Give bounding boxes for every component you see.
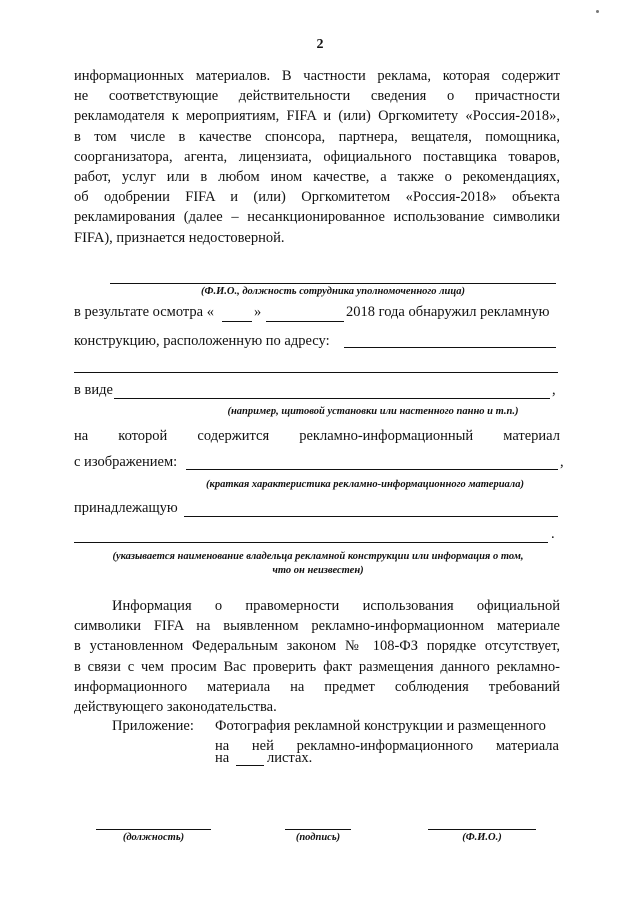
intro-line: соорганизатора, агента, лицензиата, официального поставщика товаров, — [74, 148, 560, 165]
signature-fio-line[interactable] — [428, 829, 536, 830]
attachment-label: Приложение: — [112, 718, 194, 734]
request-line: информационного материала на предмет соблюдения требований — [74, 678, 560, 695]
image-blank-line[interactable] — [186, 469, 558, 470]
intro-line: работ, услуг или в любом ином качестве, а также о рекомендациях, — [74, 169, 560, 186]
intro-line: рекламирования (далее – несанкционированное использование символики — [74, 209, 560, 226]
owner-trailing-period: . — [551, 526, 555, 542]
address-blank-line[interactable] — [344, 347, 556, 348]
signature-sign-caption: (подпись) — [295, 832, 341, 843]
content-word: материал — [503, 428, 560, 444]
attachment-line1: Фотография рекламной конструкции и размещенного — [215, 718, 546, 734]
content-word: которой — [118, 428, 168, 444]
fio-blank-line[interactable] — [110, 283, 556, 284]
signature-sign-line[interactable] — [285, 829, 351, 830]
request-line: в связи с чем просим Вас проверить факт размещения данного рекламно- — [74, 658, 560, 675]
attachment-sheets-blank[interactable] — [236, 765, 264, 766]
attachment-word: на — [215, 738, 230, 754]
owner-label: принадлежащую — [74, 500, 178, 516]
view-blank-line[interactable] — [114, 398, 550, 399]
scan-speck — [596, 10, 599, 13]
attachment-sheets-prefix: на — [215, 750, 230, 766]
address-label: конструкцию, расположенную по адресу: — [74, 333, 330, 349]
request-paragraph — [74, 596, 560, 717]
request-line: действующего законодательства. — [74, 699, 277, 716]
owner-blank-line[interactable] — [184, 516, 558, 517]
view-trailing-comma: , — [552, 382, 556, 398]
content-line — [74, 428, 560, 445]
content-word: рекламно-информационный — [299, 428, 474, 444]
request-line: в установленном Федеральным законом № 108-ФЗ порядке отсутствует, — [74, 638, 560, 655]
intro-paragraph — [74, 66, 560, 248]
signature-fio-caption: (Ф.И.О.) — [462, 832, 502, 843]
signature-position-caption: (должность) — [122, 832, 185, 843]
intro-line: рекламодателя к мероприятиям, FIFA и (или) Оргкомитету «Россия-2018», — [74, 108, 560, 125]
inspection-quote-close: » — [254, 304, 262, 320]
request-line: символики FIFA на выявленном рекламно-информационном материале — [74, 618, 560, 635]
inspection-text-start: в результате осмотра « — [74, 304, 214, 320]
intro-line: информационных материалов. В частности реклама, которая содержит — [74, 68, 560, 84]
inspection-day-blank[interactable] — [222, 321, 252, 322]
intro-line: не соответствующие действительности сведения о причастности — [74, 88, 560, 105]
content-word: на — [74, 428, 89, 444]
fio-caption: (Ф.И.О., должность сотрудника уполномоченного лица) — [201, 286, 465, 297]
owner-caption-line1: (указывается наименование владельца рекламной конструкции или информация о том, — [112, 551, 524, 562]
signature-position-line[interactable] — [96, 829, 211, 830]
address-blank-line-2[interactable] — [74, 372, 558, 373]
view-label: в виде — [74, 382, 113, 398]
intro-line: об одобрении FIFA и (или) Оргкомитетом «Россия-2018» объекта — [74, 189, 560, 206]
attachment-word: ней — [251, 738, 274, 754]
attachment-sheets-suffix: листах. — [267, 750, 313, 766]
inspection-text-end: 2018 года обнаружил рекламную — [346, 304, 550, 320]
intro-line: FIFA), признается недостоверной. — [74, 229, 285, 246]
intro-line: в том числе в качестве спонсора, партнера, вещателя, помощника, — [74, 128, 560, 145]
attachment-word: материала — [495, 738, 559, 754]
image-caption: (краткая характеристика рекламно-информационного материала) — [206, 479, 524, 490]
inspection-month-blank[interactable] — [266, 321, 344, 322]
view-caption: (например, щитовой установки или настенного панно и т.п.) — [227, 406, 519, 417]
image-trailing-comma: , — [560, 454, 564, 470]
image-label: с изображением: — [74, 454, 178, 470]
owner-blank-line-2[interactable] — [74, 542, 548, 543]
owner-caption-line2: что он неизвестен) — [272, 565, 364, 576]
page-number: 2 — [316, 37, 324, 52]
content-word: содержится — [197, 428, 270, 444]
attachment-word: рекламно-информационного — [296, 738, 474, 754]
request-line: Информация о правомерности использования официальной — [112, 598, 560, 614]
